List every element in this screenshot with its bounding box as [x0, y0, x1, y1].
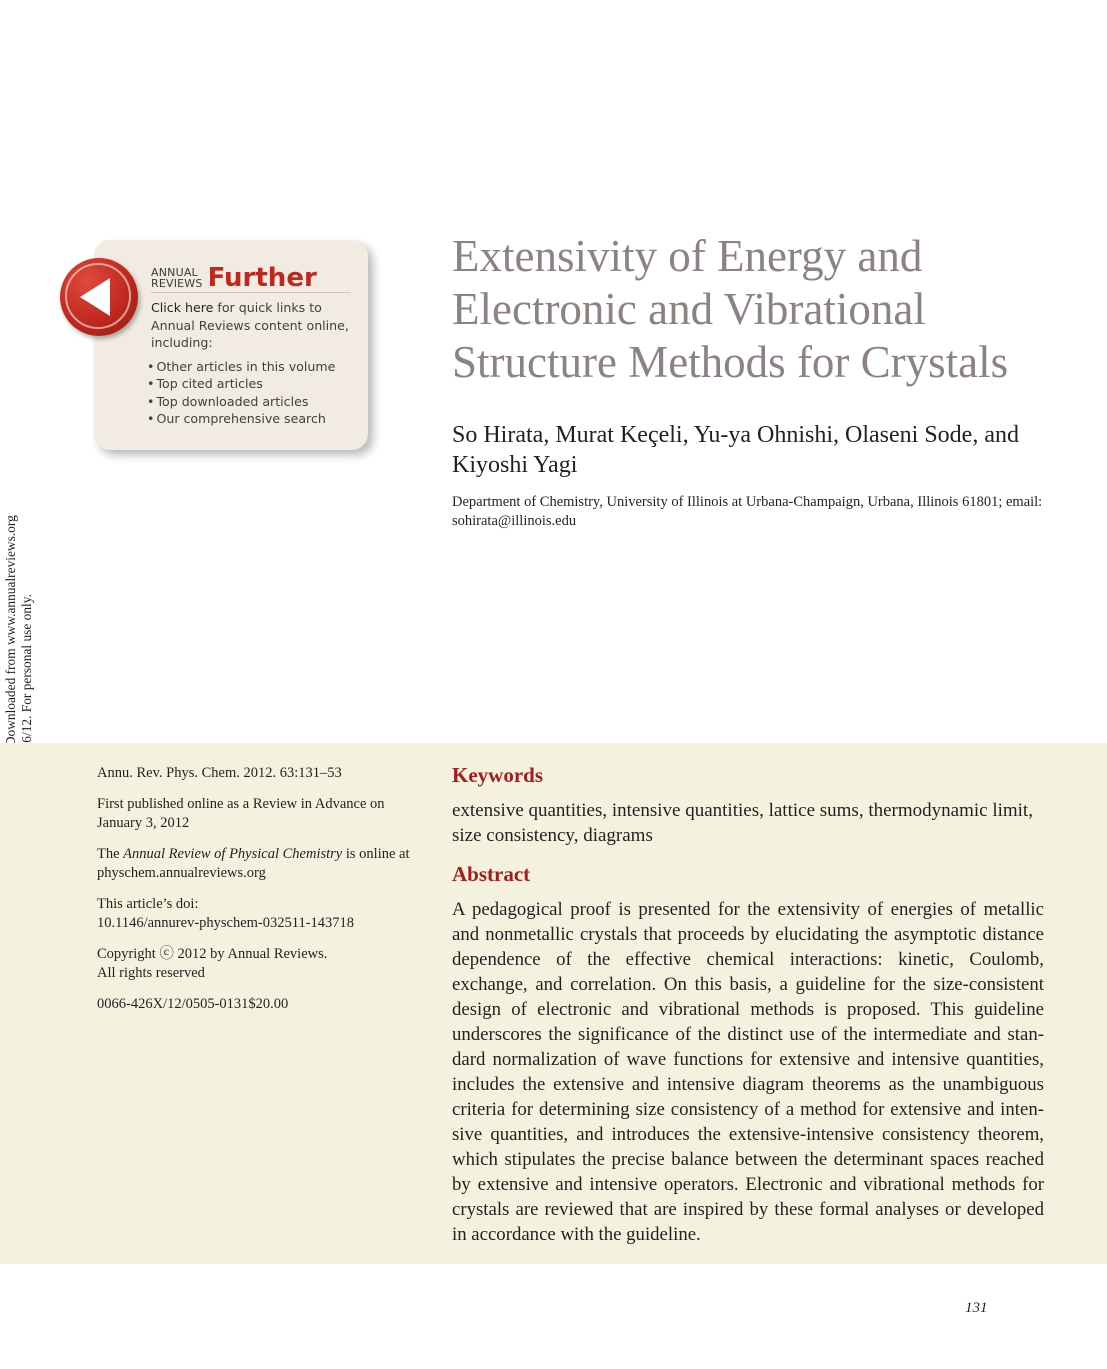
- further-heading: Further: [207, 263, 317, 293]
- article-code: 0066-426X/12/0505-0131$20.00: [97, 996, 289, 1012]
- rights: All rights reserved: [97, 965, 205, 981]
- further-brand: [151, 258, 351, 293]
- further-link-item[interactable]: • Top cited articles: [147, 375, 351, 393]
- article-title: Extensivity of Energy and Electronic and Vibrational Structure Methods for Crystals: [452, 231, 1009, 387]
- click-here-link[interactable]: Click here: [151, 300, 214, 315]
- article-authors: So Hirata, Murat Keçeli, Yu-ya Ohnishi, Olaseni Sode, and Kiyoshi Yagi: [452, 422, 1019, 478]
- further-link-item[interactable]: • Other articles in this volume: [147, 358, 351, 376]
- journal-online: [97, 845, 422, 883]
- further-content: [151, 258, 351, 428]
- article-affiliation: Department of Chemistry, University of Illinois at Urbana-Champaign, Urbana, Illinois 61801; email: sohirata@illinois.edu: [452, 494, 1043, 529]
- annual-reviews-logo: [151, 267, 203, 292]
- first-published: First published online as a Review in Advance on January 3, 2012: [97, 796, 385, 831]
- further-intro: [151, 299, 351, 352]
- further-link-item[interactable]: • Top downloaded articles: [147, 393, 351, 411]
- copyright: Copyright ⓒ 2012 by Annual Reviews.: [97, 946, 328, 962]
- brand-line-annual: ANNUAL: [151, 266, 198, 279]
- further-links: [147, 358, 351, 428]
- citation: Annu. Rev. Phys. Chem. 2012. 63:131–53: [97, 765, 342, 781]
- brand-line-reviews: REVIEWS: [151, 277, 203, 290]
- abstract-heading: Abstract: [452, 862, 531, 886]
- left-arrow-play-icon: [60, 258, 138, 336]
- further-link-item[interactable]: • Our comprehensive search: [147, 410, 351, 428]
- keywords-text: extensive quantities, intensive quantities, lattice sums, thermodynamic limit, size consistency, diagrams: [452, 800, 1033, 846]
- copyright-block: [97, 945, 422, 983]
- doi-value[interactable]: 10.1146/annurev-physchem-032511-143718: [97, 915, 355, 931]
- journal-prefix: The: [97, 846, 124, 862]
- page-number: 131: [965, 1300, 988, 1316]
- keywords-heading: Keywords: [452, 763, 543, 787]
- doi-block: [97, 895, 422, 933]
- abstract-text: A pedagogical proof is presented for the extensivity of energies of metallic and nonmetallic crystals that proceeds by elucidating the asymptotic distance dependence of the effective chemical interactions: kinetic, Coulomb, exchange, and correlation. On this basis, a guideline for the size-consistent design of electronic and vibrational methods is proposed. This guideline underscores the significance of the distinct use of the intermediate and standard normalization of wave functions for extensive and intensive quantities, includes the extensive and intensive diagram theorems as the unambiguous criteria for determining size consistency of a method for extensive and intensive quantities, and introduces the extensive-intensive consistency theorem, which stipulates the precise balance between the determinant spaces reached by extensive and intensive operators. Electronic and vibrational methods for crystals are reviewed that are inspired by these formal analyses or developed in accordance with the guideline.: [452, 899, 1044, 1245]
- further-intro-text: for quick links to Annual Reviews content online, including:: [151, 300, 349, 350]
- publication-metadata: [97, 764, 422, 1026]
- journal-name: Annual Review of Physical Chemistry: [123, 846, 343, 862]
- journal-suffix: is online at physchem.annualreviews.org: [97, 846, 410, 881]
- further-button[interactable]: [60, 258, 138, 336]
- doi-label: This article’s doi:: [97, 896, 199, 912]
